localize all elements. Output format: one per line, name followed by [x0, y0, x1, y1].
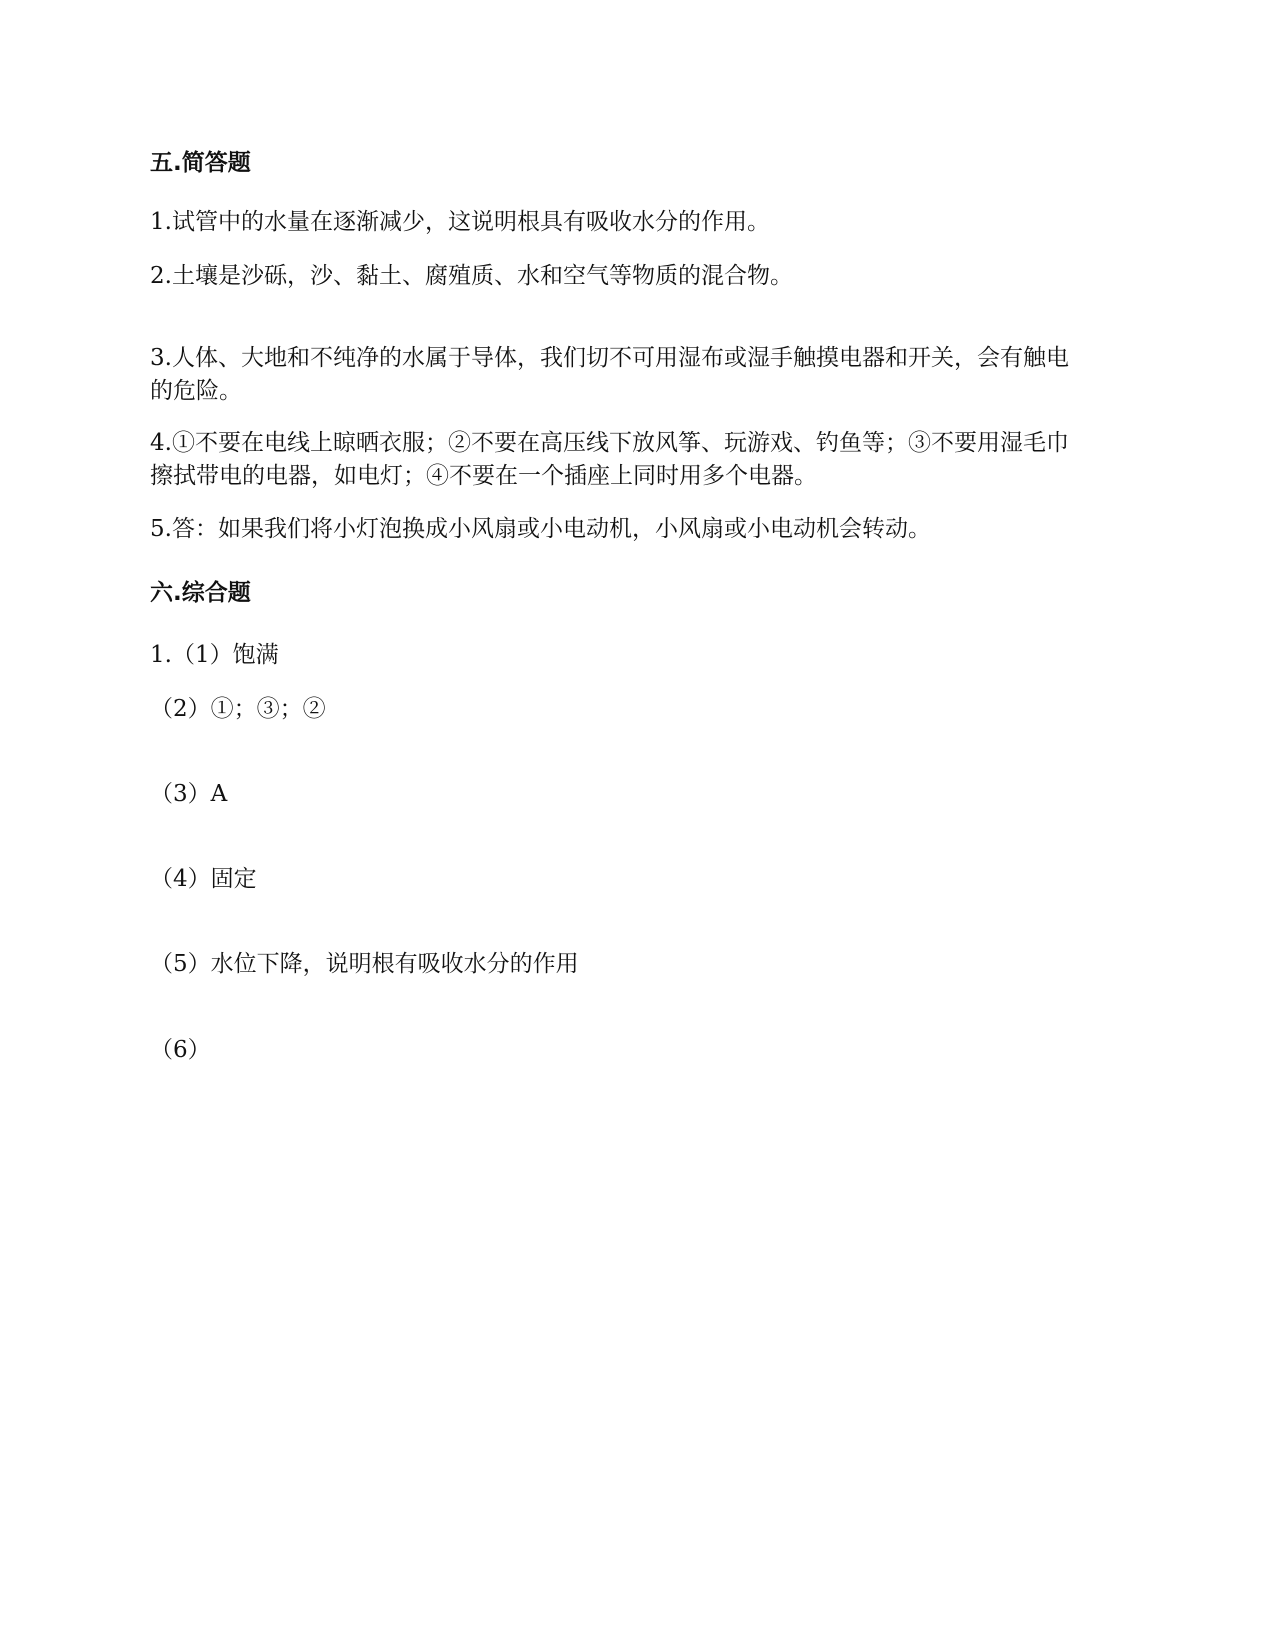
answer-5-5: 5.答：如果我们将小灯泡换成小风扇或小电动机，小风扇或小电动机会转动。	[150, 516, 931, 542]
answer-6-1-4: （4）固定	[150, 866, 257, 892]
answer-6-1-6: （6）	[150, 1037, 211, 1063]
answer-6-1-1: 1.（1）饱满	[150, 642, 279, 668]
answer-5-4: 4.①不要在电线上晾晒衣服；②不要在高压线下放风筝、玩游戏、钓鱼等；③不要用湿毛巾擦拭带电的电器，如电灯；④不要在一个插座上同时用多个电器。	[150, 430, 1069, 489]
answer-6-1-3: （3）A	[150, 781, 228, 807]
answer-5-2: 2.土壤是沙砾，沙、黏土、腐殖质、水和空气等物质的混合物。	[150, 263, 793, 289]
answer-5-3: 3.人体、大地和不纯净的水属于导体，我们切不可用湿布或湿手触摸电器和开关，会有触电的危险。	[150, 345, 1069, 404]
answer-5-1: 1.试管中的水量在逐渐减少，这说明根具有吸收水分的作用。	[150, 209, 770, 235]
answer-6-1-2: （2）①；③；②	[150, 696, 326, 722]
section-5-heading: 五.简答题	[150, 150, 251, 176]
answer-6-1-5: （5）水位下降，说明根有吸收水分的作用	[150, 951, 579, 977]
section-6-heading: 六.综合题	[150, 580, 251, 606]
